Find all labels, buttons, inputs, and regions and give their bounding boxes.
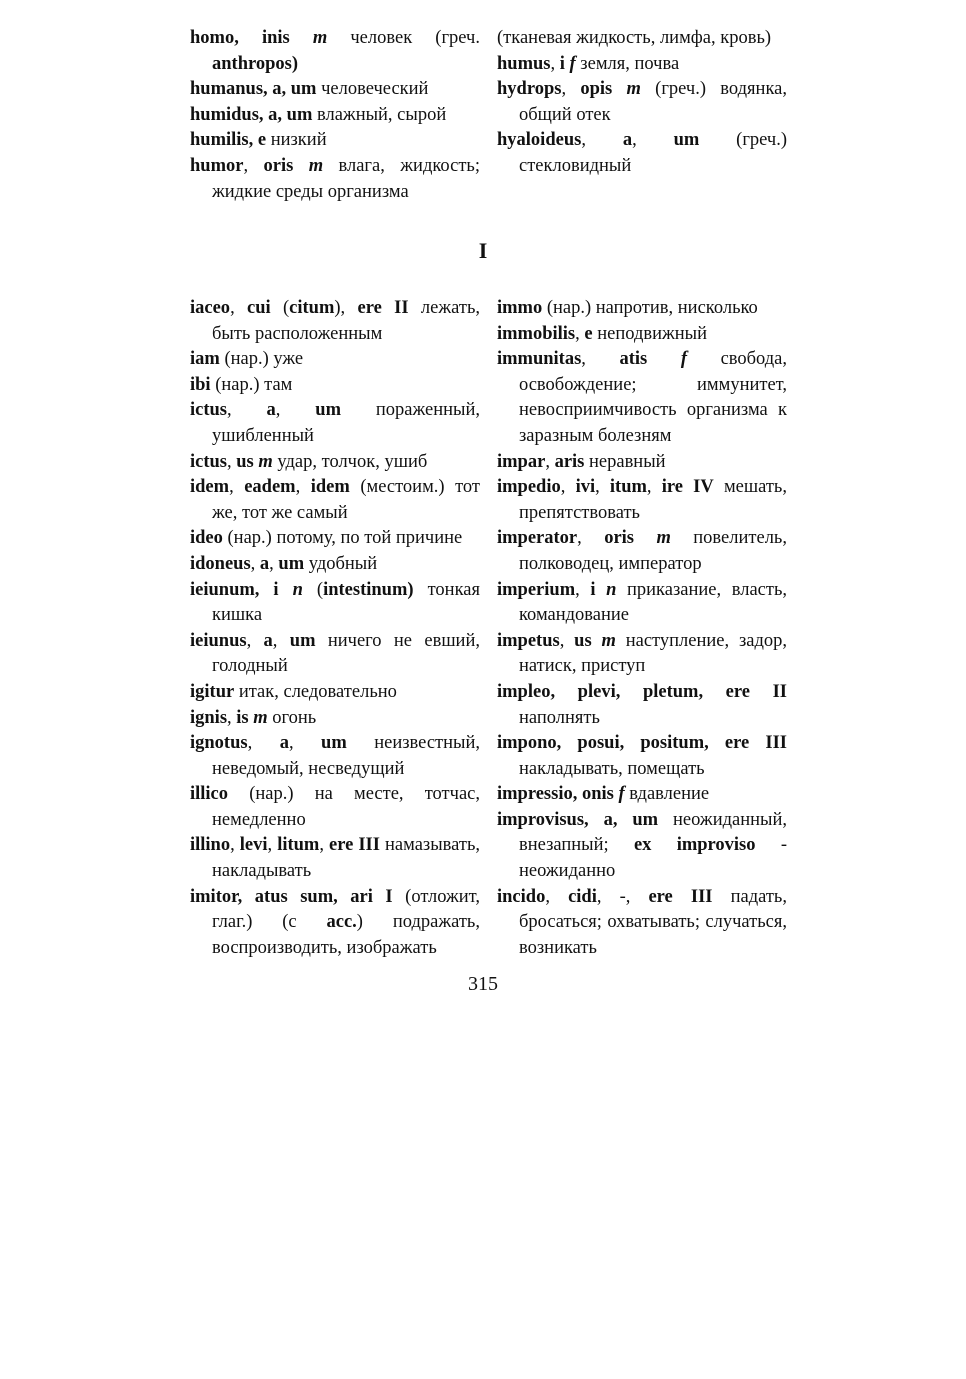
gender-marker: n [292, 579, 303, 600]
gender-marker: m [258, 451, 273, 472]
definition-text: лежать, быть расположенным [212, 298, 481, 344]
definition-text: удобный [304, 553, 378, 574]
definition-text: человеческий [316, 79, 429, 100]
headword-text: ire IV [661, 477, 714, 498]
headword-text: idem [190, 477, 230, 498]
headword-text: cui [247, 298, 271, 318]
headword-text: ictus [190, 400, 227, 421]
definition-text: , [550, 53, 560, 74]
definition-text: , [230, 835, 240, 856]
dictionary-entry [497, 782, 787, 808]
headword-text: idem [310, 477, 350, 498]
dictionary-entry [190, 782, 480, 833]
definition-text: , [247, 733, 280, 754]
definition-text: , [295, 477, 311, 498]
dictionary-entry [190, 680, 480, 706]
definition-text: , [267, 835, 278, 856]
definition-text: , [227, 451, 237, 472]
dictionary-entry [190, 706, 480, 732]
dictionary-entry [190, 103, 480, 129]
definition-text: огонь [267, 707, 317, 728]
definition-text: итак, следовательно [234, 681, 397, 702]
headword-text: impedio [497, 477, 561, 498]
headword-text: humus [497, 53, 551, 74]
headword-text: a [263, 630, 273, 651]
headword-text: opis [580, 79, 627, 100]
definition-text: (нар.) напротив, нисколько [542, 298, 758, 318]
headword-text: immo [497, 298, 543, 318]
definition-text: , [230, 298, 248, 318]
page-number: 315 [468, 973, 498, 995]
gender-marker: f [569, 53, 576, 74]
dictionary-entry [497, 347, 787, 449]
dictionary-entry [190, 526, 480, 552]
headword-text: oris [604, 528, 657, 549]
gender-marker: n [606, 579, 617, 600]
definition-text: наступление, задор, натиск, приступ [519, 630, 788, 677]
headword-text: ieiunum, i [190, 579, 293, 600]
definition-text: , [575, 579, 591, 600]
headword-text: imitor, atus sum, ari I [190, 886, 393, 907]
definition-text: земля, почва [575, 53, 680, 74]
definition-text: , [227, 707, 237, 728]
dictionary-entry [497, 128, 787, 179]
headword-text: um [289, 630, 316, 651]
definition-text: приказание, власть, командование [519, 579, 788, 626]
headword-text: improvisus, a, um [497, 809, 659, 830]
section-letter: I [478, 238, 488, 263]
headword-text: ere III [329, 835, 380, 856]
definition-text: , [581, 130, 623, 151]
dictionary-entry [497, 680, 787, 731]
headword-text: is [236, 707, 254, 728]
dictionary-entry [190, 373, 480, 399]
definition-text: мешать, препятствовать [519, 477, 787, 523]
definition-text: , [581, 349, 620, 370]
definition-text: , [250, 553, 260, 574]
headword-text: hyaloideus [497, 130, 582, 151]
definition-text: накладывать, помещать [519, 758, 705, 779]
dictionary-entry-continuation [497, 26, 787, 52]
definition-text: влажный, сырой [312, 104, 447, 125]
definition-text: , [246, 630, 264, 651]
definition-text: (нар.) там [210, 374, 293, 395]
headword-text: igitur [190, 681, 235, 702]
headword-text: us [236, 451, 259, 472]
definition-text: тонкая кишка [212, 579, 480, 626]
headword-text: um [673, 130, 700, 151]
dictionary-entry [190, 154, 480, 205]
headword-text: cidi [568, 886, 597, 907]
main-right-column [497, 296, 787, 961]
headword-text: illino [190, 835, 231, 856]
headword-text: illico [190, 784, 229, 805]
definition-text: , [545, 886, 569, 907]
definition-text: (тканевая жидкость, лимфа, кровь) [497, 28, 772, 48]
dictionary-entry [497, 77, 787, 128]
headword-text: intestinum) [323, 579, 414, 600]
dictionary-entry [190, 296, 480, 347]
headword-text: idoneus [190, 553, 251, 574]
headword-text: humanus, a, um [190, 79, 317, 100]
dictionary-entry [190, 629, 480, 680]
dictionary-entry [497, 296, 787, 322]
definition-text: неподвижный [592, 323, 708, 344]
dictionary-entry [497, 475, 787, 526]
main-left-column [190, 296, 480, 961]
gender-marker: m [601, 630, 616, 651]
headword-text: i [559, 53, 570, 74]
headword-text: impono, posui, positum, ere III [497, 733, 787, 754]
definition-text: свобода, освобождение; иммунитет, невосприимчивость организма к заразным болезням [519, 349, 788, 446]
headword-text: hydrops [497, 79, 562, 100]
definition-text: , [545, 451, 555, 472]
gender-marker: m [253, 707, 268, 728]
headword-text: imperium [497, 579, 576, 600]
headword-text: immunitas [497, 349, 582, 370]
headword-text: ictus [190, 451, 227, 472]
headword-text: humidus, a, um [190, 104, 313, 125]
dictionary-entry [497, 322, 787, 348]
gender-marker: f [618, 784, 625, 805]
dictionary-entry [497, 578, 787, 629]
dictionary-entry [190, 128, 480, 154]
dictionary-entry [497, 526, 787, 577]
definition-text: намазывать, накладывать [212, 835, 481, 882]
headword-text: ieiunus [190, 630, 247, 651]
dictionary-entry [190, 475, 480, 526]
headword-text: itum [609, 477, 647, 498]
gender-marker: f [680, 349, 687, 370]
headword-text: e [584, 323, 593, 344]
dictionary-entry [190, 26, 480, 77]
definition-text: , [269, 553, 279, 574]
top-right-column [497, 26, 787, 180]
definition-text: неожиданный, внезапный; [519, 809, 787, 856]
headword-text: citum [289, 298, 335, 318]
headword-text: um [321, 733, 347, 754]
dictionary-entry [190, 578, 480, 629]
headword-text: homo, inis [190, 28, 313, 48]
headword-text: ex improviso [633, 835, 756, 856]
section-letter-heading [0, 238, 966, 264]
headword-text: atis [619, 349, 681, 370]
headword-text: ere III [648, 886, 713, 907]
dictionary-entry [190, 731, 480, 782]
definition-text: ), [334, 298, 358, 318]
headword-text: um [315, 400, 341, 421]
definition-text: ) подражать, воспроизводить, изображать [212, 912, 480, 958]
gender-marker: m [656, 528, 671, 549]
definition-text: , [275, 400, 316, 421]
headword-text: imperator [497, 528, 578, 549]
definition-text: , [595, 477, 610, 498]
definition-text: ( [270, 298, 290, 318]
headword-text: um [278, 553, 305, 574]
headword-text: ivi [575, 477, 596, 498]
definition-text: , [632, 130, 674, 151]
headword-text: ignis [190, 707, 228, 728]
headword-text: ibi [190, 374, 211, 395]
dictionary-entry [497, 450, 787, 476]
definition-text: влага, жидкость; жидкие среды организма [212, 155, 480, 202]
headword-text: humor [190, 155, 244, 176]
definition-text: , [319, 835, 330, 856]
definition-text: , [561, 79, 581, 100]
definition-text: вдавление [624, 784, 710, 805]
dictionary-entry [190, 450, 480, 476]
definition-text: удар, толчок, ушиб [272, 451, 428, 472]
headword-text: impleo, plevi, pletum, ere II [497, 681, 787, 702]
headword-text: impar [497, 451, 546, 472]
definition-text: , [560, 477, 576, 498]
definition-text: , [575, 323, 585, 344]
headword-text: i [590, 579, 607, 600]
headword-text: a [266, 400, 276, 421]
definition-text: , -, [596, 886, 649, 907]
definition-text: - неожиданно [519, 835, 787, 882]
definition-text: , [227, 400, 267, 421]
headword-text: impressio, onis [497, 784, 619, 805]
definition-text: , [272, 630, 290, 651]
top-left-column [190, 26, 480, 205]
definition-text: ( [302, 579, 324, 600]
headword-text: humilis, e [190, 130, 267, 151]
headword-text: aris [554, 451, 585, 472]
definition-text: (местоим.) тот же, тот же самый [212, 477, 481, 523]
definition-text: (отложит, глаг.) (с [212, 886, 480, 933]
gender-marker: m [308, 155, 324, 176]
headword-text: oris [263, 155, 309, 176]
definition-text: (нар.) потому, по той причине [222, 528, 463, 549]
definition-text: , [243, 155, 264, 176]
definition-text: ничего не евший, голодный [212, 630, 480, 677]
definition-text: , [559, 630, 575, 651]
headword-text: acc. [326, 912, 357, 933]
dictionary-entry [190, 833, 480, 884]
definition-text: повелитель, полководец, император [519, 528, 787, 574]
definition-text: (нар.) на месте, тотчас, немедленно [212, 784, 480, 830]
definition-text: (греч.) стекловидный [519, 130, 788, 176]
dictionary-entry [497, 731, 787, 782]
definition-text: падать, бросаться; охватывать; случаться, возникать [519, 886, 787, 958]
headword-text: ere II [357, 298, 409, 318]
definition-text: наполнять [519, 707, 600, 728]
definition-text: , [288, 733, 322, 754]
dictionary-entry [497, 808, 787, 885]
headword-text: litum [277, 835, 320, 856]
gender-marker: m [312, 28, 328, 48]
headword-text: eadem [244, 477, 296, 498]
definition-text: низкий [266, 130, 327, 151]
dictionary-entry [190, 347, 480, 373]
definition-text: неизвестный, неведомый, несведущий [212, 733, 480, 779]
dictionary-entry [497, 885, 787, 962]
definition-text: пораженный, ушибленный [212, 400, 480, 446]
dictionary-entry [190, 77, 480, 103]
dictionary-entry [497, 52, 787, 78]
dictionary-entry [190, 552, 480, 578]
headword-text: iam [190, 349, 220, 370]
headword-text: immobilis [497, 323, 576, 344]
definition-text: (греч.) водянка, общий отек [519, 79, 787, 125]
dictionary-entry [497, 629, 787, 680]
dictionary-entry [190, 885, 480, 962]
headword-text: levi [239, 835, 268, 856]
definition-text: неравный [584, 451, 666, 472]
definition-text: человек (греч. [327, 28, 480, 48]
headword-text: anthropos) [212, 53, 299, 74]
headword-text: a [622, 130, 633, 151]
headword-text: incido [497, 886, 546, 907]
headword-text: ignotus [190, 733, 248, 754]
definition-text: , [646, 477, 662, 498]
definition-text: (нар.) уже [219, 349, 304, 370]
gender-marker: m [626, 79, 641, 100]
headword-text: iaceo [190, 298, 231, 318]
definition-text: , [577, 528, 605, 549]
dictionary-entry [190, 398, 480, 449]
definition-text: , [229, 477, 245, 498]
headword-text: us [574, 630, 602, 651]
headword-text: a [279, 733, 289, 754]
headword-text: a [259, 553, 270, 574]
headword-text: impetus [497, 630, 560, 651]
headword-text: ideo [190, 528, 223, 549]
